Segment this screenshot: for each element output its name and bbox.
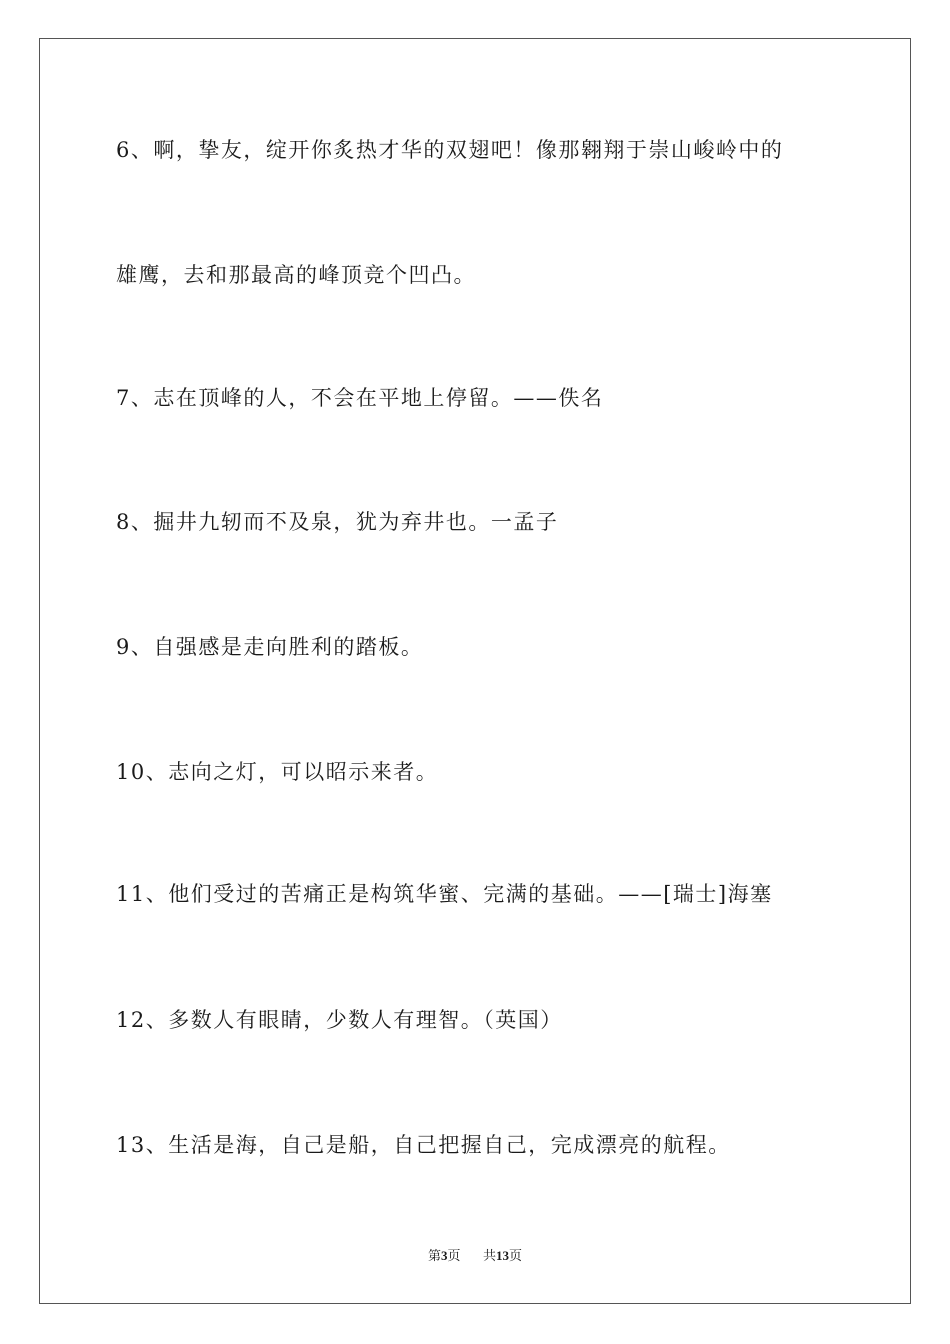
page-number: 3 (440, 1248, 448, 1263)
text-line-5: 9、自强感是走向胜利的踏板。 (116, 635, 424, 659)
total-suffix: 页 (509, 1248, 523, 1263)
text-line-3: 7、志在顶峰的人，不会在平地上停留。——佚名 (116, 386, 604, 410)
page-suffix: 页 (447, 1248, 461, 1263)
text-line-1: 6、啊，挚友，绽开你炙热才华的双翅吧！像那翱翔于崇山峻岭中的 (116, 138, 784, 162)
text-line-4: 8、掘井九轫而不及泉，犹为弃井也。一孟子 (116, 510, 559, 534)
total-pages: 13 (496, 1248, 510, 1263)
text-line-6: 10、志向之灯，可以昭示来者。 (116, 760, 439, 784)
total-prefix: 共 (483, 1248, 497, 1263)
page-footer (0, 1245, 950, 1264)
text-line-8: 12、多数人有眼睛，少数人有理智。（英国） (116, 1008, 563, 1032)
text-line-2: 雄鹰，去和那最高的峰顶竞个凹凸。 (116, 263, 476, 287)
text-line-9: 13、生活是海，自己是船，自己把握自己，完成漂亮的航程。 (116, 1133, 731, 1157)
text-line-7: 11、他们受过的苦痛正是构筑华蜜、完满的基础。——[瑞士]海塞 (116, 882, 773, 906)
page-border (39, 38, 911, 1304)
page-prefix: 第 (427, 1248, 441, 1263)
